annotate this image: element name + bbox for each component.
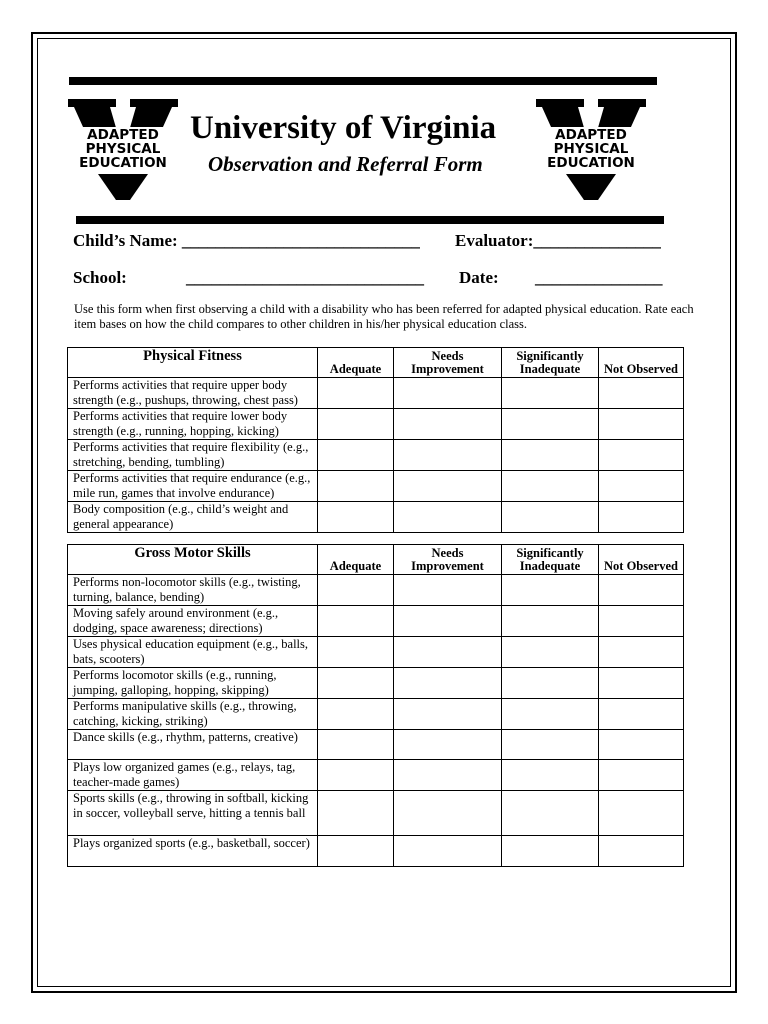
table-row <box>68 836 684 867</box>
item-label: Performs manipulative skills (e.g., throwing, catching, kicking, striking) <box>68 699 318 730</box>
rating-cell[interactable] <box>318 668 394 699</box>
rating-cell[interactable] <box>318 760 394 791</box>
rating-cell[interactable] <box>502 502 599 533</box>
rating-cell[interactable] <box>394 836 502 867</box>
rating-cell[interactable] <box>599 791 684 836</box>
rating-cell[interactable] <box>394 378 502 409</box>
page-title: University of Virginia <box>190 110 497 146</box>
item-label: Performs locomotor skills (e.g., running, jumping, galloping, hopping, skipping) <box>68 668 318 699</box>
rating-cell[interactable] <box>394 699 502 730</box>
table-row <box>68 606 684 637</box>
ape-logo-right <box>536 97 646 202</box>
evaluator-field[interactable]: Evaluator:_______________ <box>455 231 661 250</box>
rating-cell[interactable] <box>394 502 502 533</box>
form-subtitle: Observation and Referral Form <box>208 152 483 176</box>
rating-cell[interactable] <box>599 668 684 699</box>
rating-cell[interactable] <box>502 606 599 637</box>
rating-cell[interactable] <box>502 791 599 836</box>
rating-cell[interactable] <box>318 471 394 502</box>
rating-cell[interactable] <box>599 471 684 502</box>
rating-cell[interactable] <box>599 836 684 867</box>
table-row <box>68 440 684 471</box>
logo-line: EDUCATION <box>547 155 635 171</box>
child-name-field[interactable]: Child’s Name: ____________________________ <box>73 231 420 250</box>
table-row <box>68 699 684 730</box>
column-header: Not Observed <box>599 545 684 575</box>
date-field[interactable]: _______________ <box>535 268 663 287</box>
item-label: Plays low organized games (e.g., relays, tag, teacher-made games) <box>68 760 318 791</box>
item-label: Plays organized sports (e.g., basketball, soccer) <box>68 836 318 867</box>
rating-cell[interactable] <box>394 791 502 836</box>
logo-line: PHYSICAL <box>85 141 161 157</box>
header-rule-top <box>69 77 657 85</box>
rating-cell[interactable] <box>599 378 684 409</box>
item-label: Moving safely around environment (e.g., dodging, space awareness; directions) <box>68 606 318 637</box>
gross-motor-skills-table <box>67 544 684 867</box>
table-row <box>68 637 684 668</box>
rating-cell[interactable] <box>394 440 502 471</box>
rating-cell[interactable] <box>394 606 502 637</box>
rating-cell[interactable] <box>318 440 394 471</box>
rating-cell[interactable] <box>394 409 502 440</box>
section-title: Physical Fitness <box>68 348 318 378</box>
rating-cell[interactable] <box>599 760 684 791</box>
rating-cell[interactable] <box>599 637 684 668</box>
table-row <box>68 575 684 606</box>
column-header: Significantly Inadequate <box>502 545 599 575</box>
rating-cell[interactable] <box>394 471 502 502</box>
rating-cell[interactable] <box>318 378 394 409</box>
rating-cell[interactable] <box>502 730 599 760</box>
rating-cell[interactable] <box>318 575 394 606</box>
item-label: Performs activities that require lower body strength (e.g., running, hopping, kicking) <box>68 409 318 440</box>
item-label: Uses physical education equipment (e.g., balls, bats, scooters) <box>68 637 318 668</box>
table-row <box>68 791 684 836</box>
rating-cell[interactable] <box>318 791 394 836</box>
table-row <box>68 502 684 533</box>
item-label: Performs activities that require endurance (e.g., mile run, games that involve endurance) <box>68 471 318 502</box>
rating-cell[interactable] <box>394 637 502 668</box>
rating-cell[interactable] <box>599 575 684 606</box>
table-row <box>68 760 684 791</box>
rating-cell[interactable] <box>599 409 684 440</box>
column-header: Needs Improvement <box>394 545 502 575</box>
rating-cell[interactable] <box>318 836 394 867</box>
rating-cell[interactable] <box>502 760 599 791</box>
rating-cell[interactable] <box>502 836 599 867</box>
school-label: School: <box>73 268 127 287</box>
rating-cell[interactable] <box>599 730 684 760</box>
rating-cell[interactable] <box>318 409 394 440</box>
rating-cell[interactable] <box>502 668 599 699</box>
table-header-row <box>68 545 684 575</box>
ape-logo-left <box>68 97 178 202</box>
column-header: Needs Improvement <box>394 348 502 378</box>
table-row <box>68 409 684 440</box>
rating-cell[interactable] <box>502 440 599 471</box>
table-row <box>68 378 684 409</box>
logo-line: PHYSICAL <box>553 141 629 157</box>
rating-cell[interactable] <box>599 502 684 533</box>
date-label: Date: <box>459 268 499 287</box>
rating-cell[interactable] <box>318 502 394 533</box>
logo-line: EDUCATION <box>79 155 167 171</box>
rating-cell[interactable] <box>502 471 599 502</box>
rating-cell[interactable] <box>502 575 599 606</box>
logo-line: ADAPTED <box>555 127 627 143</box>
rating-cell[interactable] <box>394 730 502 760</box>
rating-cell[interactable] <box>394 575 502 606</box>
item-label: Body composition (e.g., child’s weight and general appearance) <box>68 502 318 533</box>
rating-cell[interactable] <box>318 730 394 760</box>
item-label: Dance skills (e.g., rhythm, patterns, creative) <box>68 730 318 760</box>
column-header: Adequate <box>318 348 394 378</box>
rating-cell[interactable] <box>599 699 684 730</box>
school-field[interactable]: ____________________________ <box>186 268 424 287</box>
table-row <box>68 471 684 502</box>
item-label: Sports skills (e.g., throwing in softball, kicking in soccer, volleyball serve, hitting a tennis ball <box>68 791 318 836</box>
column-header: Not Observed <box>599 348 684 378</box>
rating-cell[interactable] <box>599 606 684 637</box>
logo-line: ADAPTED <box>87 127 159 143</box>
rating-cell[interactable] <box>318 699 394 730</box>
instructions-text: Use this form when first observing a child with a disability who has been referred for adapted physical education. Rate each item bases on how the child compares to other children in his/her physical education class. <box>74 302 694 331</box>
section-title: Gross Motor Skills <box>68 545 318 575</box>
physical-fitness-table <box>67 347 684 533</box>
table-row <box>68 668 684 699</box>
rating-cell[interactable] <box>502 378 599 409</box>
table-header-row <box>68 348 684 378</box>
rating-cell[interactable] <box>599 440 684 471</box>
rating-cell[interactable] <box>502 409 599 440</box>
item-label: Performs activities that require flexibility (e.g., stretching, bending, tumbling) <box>68 440 318 471</box>
rating-cell[interactable] <box>394 668 502 699</box>
rating-cell[interactable] <box>394 760 502 791</box>
item-label: Performs activities that require upper body strength (e.g., pushups, throwing, chest pass) <box>68 378 318 409</box>
item-label: Performs non-locomotor skills (e.g., twisting, turning, balance, bending) <box>68 575 318 606</box>
rating-cell[interactable] <box>318 637 394 668</box>
header-rule-bottom <box>76 216 664 224</box>
rating-cell[interactable] <box>502 699 599 730</box>
rating-cell[interactable] <box>502 637 599 668</box>
rating-cell[interactable] <box>318 606 394 637</box>
table-row <box>68 730 684 760</box>
column-header: Adequate <box>318 545 394 575</box>
column-header: Significantly Inadequate <box>502 348 599 378</box>
